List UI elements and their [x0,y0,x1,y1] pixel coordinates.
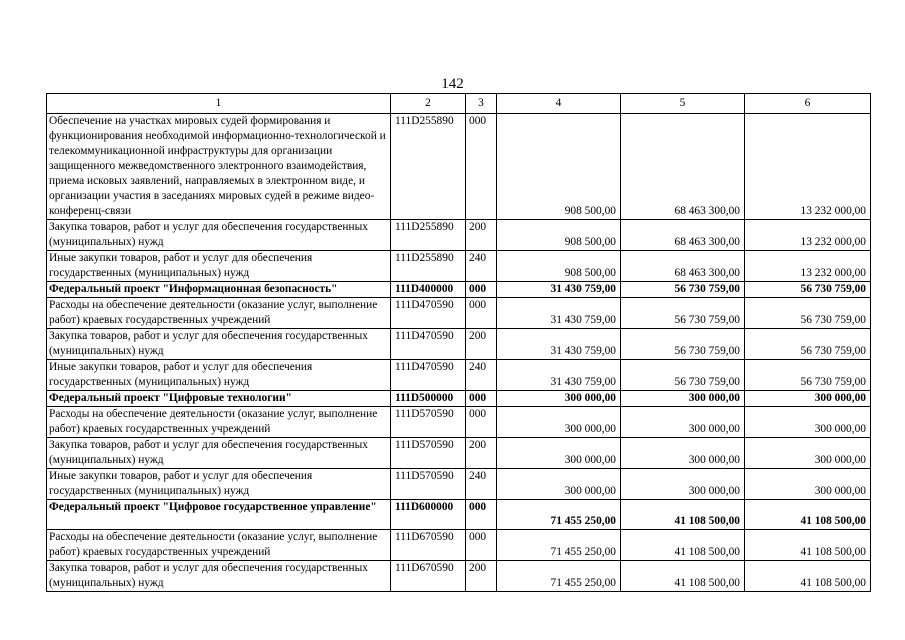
header-col-2: 2 [391,94,466,114]
row-name: Федеральный проект "Цифровые технологии" [47,391,391,407]
row-value-5: 41 108 500,00 [621,530,745,561]
row-value-4: 300 000,00 [497,407,621,438]
row-value-5: 300 000,00 [621,469,745,500]
row-code: 111D600000 [391,500,466,530]
row-code: 111D570590 [391,469,466,500]
row-value-5: 41 108 500,00 [621,561,745,592]
table-row [47,391,871,407]
row-name: Закупка товаров, работ и услуг для обеспечения государственных (муниципальных) нужд [47,329,391,360]
header-col-6: 6 [745,94,871,114]
table-row [47,329,871,360]
row-type: 000 [466,282,497,298]
table-row [47,561,871,592]
row-value-5: 300 000,00 [621,438,745,469]
row-value-5: 41 108 500,00 [621,500,745,530]
row-type: 000 [466,391,497,407]
row-value-6: 300 000,00 [745,438,871,469]
table-row [47,114,871,220]
row-value-6: 56 730 759,00 [745,298,871,329]
row-type: 240 [466,360,497,391]
header-col-4: 4 [497,94,621,114]
header-col-5: 5 [621,94,745,114]
row-type: 200 [466,561,497,592]
row-value-5: 56 730 759,00 [621,282,745,298]
row-name: Расходы на обеспечение деятельности (оказание услуг, выполнение работ) краевых государственных учреждений [47,407,391,438]
header-row [47,94,871,114]
row-value-5: 56 730 759,00 [621,360,745,391]
row-value-4: 71 455 250,00 [497,530,621,561]
row-value-6: 41 108 500,00 [745,500,871,530]
row-type: 240 [466,251,497,282]
row-code: 111D255890 [391,251,466,282]
row-value-4: 71 455 250,00 [497,500,621,530]
row-type: 000 [466,500,497,530]
row-value-5: 68 463 300,00 [621,251,745,282]
row-name: Закупка товаров, работ и услуг для обеспечения государственных (муниципальных) нужд [47,438,391,469]
table-row [47,251,871,282]
row-name: Обеспечение на участках мировых судей формирования и функционирования необходимой информационно-технологической и телекоммуникационной инфраструктуры для организации защищенного межведомственного электронного взаимодействия, приема исковых заявлений, направляемых в электронном виде, и организации участия в заседаниях мировых судей в режиме видео-конференц-связи [47,114,391,220]
row-value-4: 300 000,00 [497,391,621,407]
row-name: Иные закупки товаров, работ и услуг для обеспечения государственных (муниципальных) нужд [47,360,391,391]
row-value-6: 300 000,00 [745,407,871,438]
row-name: Федеральный проект "Информационная безопасность" [47,282,391,298]
row-code: 111D570590 [391,438,466,469]
row-type: 200 [466,329,497,360]
budget-table [46,93,871,592]
row-value-6: 13 232 000,00 [745,251,871,282]
row-code: 111D500000 [391,391,466,407]
row-name: Иные закупки товаров, работ и услуг для обеспечения государственных (муниципальных) нужд [47,251,391,282]
header-col-1: 1 [47,94,391,114]
row-type: 200 [466,438,497,469]
row-value-4: 31 430 759,00 [497,282,621,298]
row-value-4: 31 430 759,00 [497,360,621,391]
row-value-5: 68 463 300,00 [621,220,745,251]
row-value-5: 56 730 759,00 [621,298,745,329]
row-value-5: 300 000,00 [621,391,745,407]
row-value-5: 56 730 759,00 [621,329,745,360]
row-value-4: 908 500,00 [497,251,621,282]
row-value-4: 300 000,00 [497,469,621,500]
table-row [47,500,871,530]
table-row [47,407,871,438]
row-code: 111D470590 [391,298,466,329]
row-type: 000 [466,114,497,220]
row-name: Иные закупки товаров, работ и услуг для обеспечения государственных (муниципальных) нужд [47,469,391,500]
table-row [47,530,871,561]
page-number: 142 [441,76,464,92]
row-type: 000 [466,298,497,329]
row-value-6: 300 000,00 [745,391,871,407]
row-value-6: 13 232 000,00 [745,220,871,251]
row-value-4: 908 500,00 [497,220,621,251]
table-row [47,438,871,469]
row-value-6: 41 108 500,00 [745,561,871,592]
table-row [47,282,871,298]
table-row [47,469,871,500]
row-value-6: 41 108 500,00 [745,530,871,561]
row-code: 111D255890 [391,220,466,251]
row-type: 200 [466,220,497,251]
row-value-6: 56 730 759,00 [745,282,871,298]
row-value-4: 31 430 759,00 [497,298,621,329]
header-col-3: 3 [466,94,497,114]
row-code: 111D470590 [391,329,466,360]
row-value-5: 68 463 300,00 [621,114,745,220]
row-code: 111D400000 [391,282,466,298]
row-name: Расходы на обеспечение деятельности (оказание услуг, выполнение работ) краевых государственных учреждений [47,298,391,329]
row-name: Расходы на обеспечение деятельности (оказание услуг, выполнение работ) краевых государственных учреждений [47,530,391,561]
row-name: Закупка товаров, работ и услуг для обеспечения государственных (муниципальных) нужд [47,561,391,592]
row-code: 111D255890 [391,114,466,220]
table-row [47,360,871,391]
row-value-6: 13 232 000,00 [745,114,871,220]
row-code: 111D670590 [391,530,466,561]
row-value-5: 300 000,00 [621,407,745,438]
row-type: 240 [466,469,497,500]
row-value-4: 71 455 250,00 [497,561,621,592]
row-value-6: 56 730 759,00 [745,329,871,360]
row-type: 000 [466,530,497,561]
row-name: Закупка товаров, работ и услуг для обеспечения государственных (муниципальных) нужд [47,220,391,251]
row-code: 111D670590 [391,561,466,592]
row-value-4: 908 500,00 [497,114,621,220]
row-value-6: 56 730 759,00 [745,360,871,391]
table-row [47,298,871,329]
row-code: 111D570590 [391,407,466,438]
row-name: Федеральный проект "Цифровое государственное управление" [47,500,391,530]
row-type: 000 [466,407,497,438]
row-value-4: 31 430 759,00 [497,329,621,360]
table-body [47,94,871,592]
row-value-4: 300 000,00 [497,438,621,469]
row-value-6: 300 000,00 [745,469,871,500]
row-code: 111D470590 [391,360,466,391]
table-row [47,220,871,251]
